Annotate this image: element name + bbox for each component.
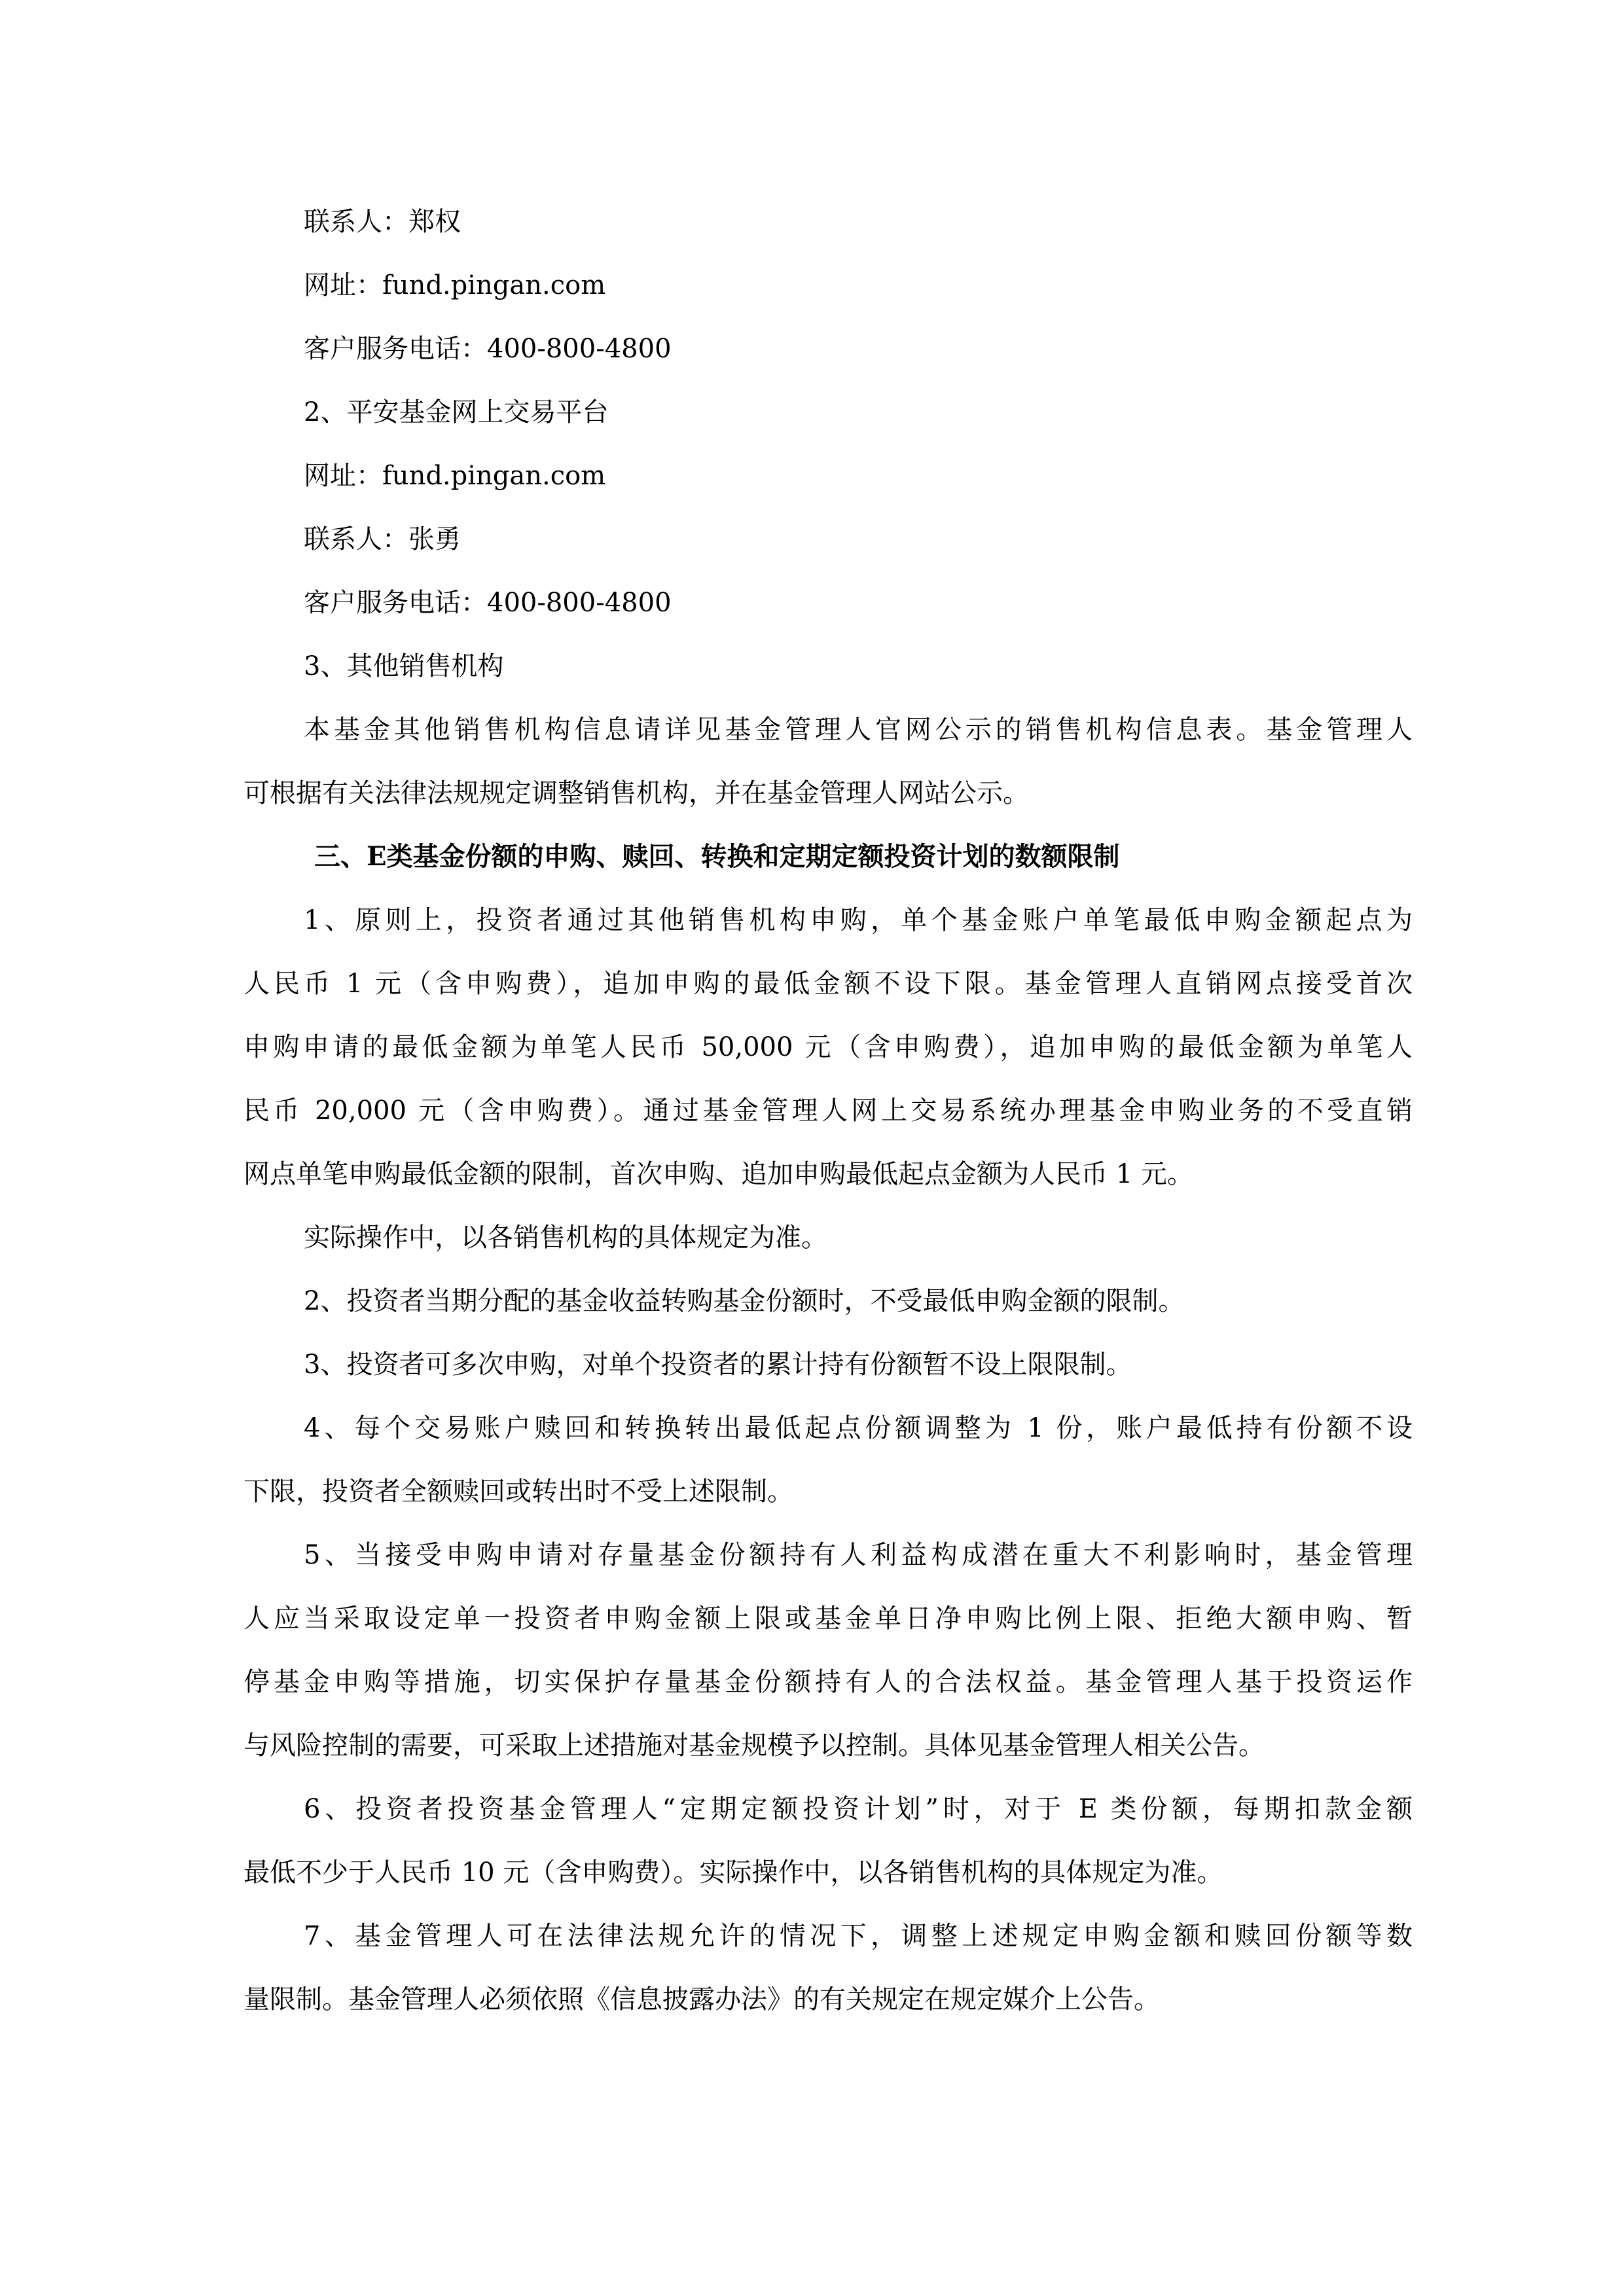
rule-7-paragraph	[244, 1916, 1413, 2043]
paragraph-line: 量限制。基金管理人必须依照《信息披露办法》的有关规定在规定媒介上公告。	[244, 1984, 1160, 2015]
paragraph-line: 网点单笔申购最低金额的限制，首次申购、追加申购最低起点金额为人民币 1 元。	[244, 1159, 1193, 1189]
rule-6-paragraph	[244, 1789, 1413, 1916]
paragraph-line: 最低不少于人民币 10 元（含申购费）。实际操作中，以各销售机构的具体规定为准。	[244, 1857, 1223, 1888]
rule-4-paragraph	[244, 1408, 1413, 1535]
hotline-1: 客户服务电话：400-800-4800	[304, 334, 672, 364]
rule-5-paragraph	[244, 1535, 1413, 1789]
paragraph-line: 6、投资者投资基金管理人“定期定额投资计划”时，对于 E 类份额，每期扣款金额	[304, 1794, 1413, 1824]
rule-1-paragraph	[244, 900, 1413, 1217]
paragraph-line: 停基金申购等措施，切实保护存量基金份额持有人的合法权益。基金管理人基于投资运作	[244, 1667, 1413, 1697]
paragraph-line: 本基金其他销售机构信息请详见基金管理人官网公示的销售机构信息表。基金管理人	[304, 715, 1413, 745]
contact-person-2: 联系人：张勇	[304, 524, 461, 554]
paragraph-line: 5、当接受申购申请对存量基金份额持有人利益构成潜在重大不利影响时，基金管理	[304, 1540, 1413, 1570]
paragraph-line: 与风险控制的需要，可采取上述措施对基金规模予以控制。具体见基金管理人相关公告。	[244, 1731, 1265, 1761]
contact-person-1: 联系人：郑权	[304, 207, 461, 237]
other-institutions-title: 3、其他销售机构	[304, 651, 504, 681]
other-institutions-paragraph	[244, 709, 1413, 836]
paragraph-line: 4、每个交易账户赎回和转换转出最低起点份额调整为 1 份，账户最低持有份额不设	[304, 1413, 1413, 1443]
rule-3: 3、投资者可多次申购，对单个投资者的累计持有份额暂不设上限限制。	[304, 1350, 1132, 1380]
section-heading: 三、E类基金份额的申购、赎回、转换和定期定额投资计划的数额限制	[314, 841, 1120, 872]
rule-2: 2、投资者当期分配的基金收益转购基金份额时，不受最低申购金额的限制。	[304, 1286, 1185, 1316]
paragraph-line: 人应当采取设定单一投资者申购金额上限或基金单日净申购比例上限、拒绝大额申购、暂	[244, 1604, 1413, 1634]
paragraph-line: 7、基金管理人可在法律法规允许的情况下，调整上述规定申购金额和赎回份额等数	[304, 1921, 1413, 1951]
paragraph-line: 人民币 1 元（含申购费），追加申购的最低金额不设下限。基金管理人直销网点接受首次	[244, 969, 1413, 999]
document-page	[244, 202, 1413, 2043]
online-platform-title: 2、平安基金网上交易平台	[304, 397, 609, 427]
website-1: 网址：fund.pingan.com	[304, 270, 606, 300]
paragraph-line: 民币 20,000 元（含申购费）。通过基金管理人网上交易系统办理基金申购业务的不受直销	[244, 1096, 1413, 1126]
practice-note: 实际操作中，以各销售机构的具体规定为准。	[304, 1223, 827, 1253]
website-2: 网址：fund.pingan.com	[304, 461, 606, 491]
paragraph-line: 1、原则上，投资者通过其他销售机构申购，单个基金账户单笔最低申购金额起点为	[304, 905, 1413, 935]
paragraph-line: 下限，投资者全额赎回或转出时不受上述限制。	[244, 1477, 793, 1507]
hotline-2: 客户服务电话：400-800-4800	[304, 588, 672, 618]
paragraph-line: 申购申请的最低金额为单笔人民币 50,000 元（含申购费），追加申购的最低金额为单笔人	[244, 1032, 1413, 1062]
paragraph-line: 可根据有关法律法规规定调整销售机构，并在基金管理人网站公示。	[244, 778, 1029, 808]
